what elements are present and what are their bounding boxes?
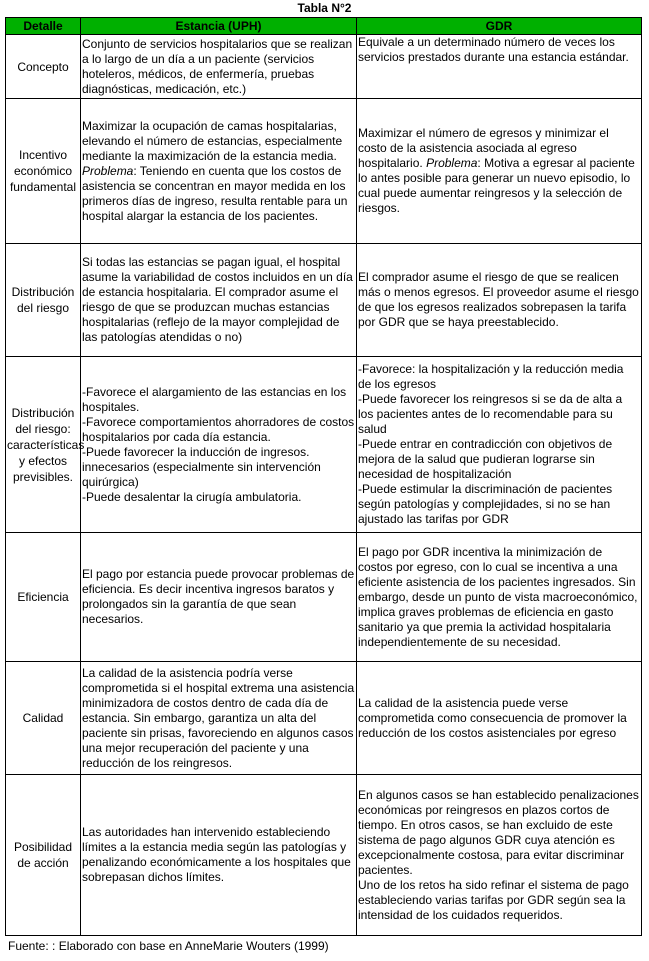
header-row <box>6 18 642 35</box>
table-row <box>6 775 642 936</box>
row-label-distribucion: Distribución del riesgo <box>6 244 81 357</box>
row-label-caracteristicas: Distribución del riesgo: características y efectos previsibles. <box>6 357 81 533</box>
cell-gdr-concepto: Equivale a un determinado número de veces los servicios prestados durante una estancia estándar. <box>357 35 642 99</box>
cell-gdr-caracteristicas: -Favorece: la hospitalización y la reducción media de los egresos -Puede favorecer los reingresos si se da de alta a los pacientes antes de lo recomendable para su salud -Puede entrar en contradicción con objetivos de mejora de la salud que pudieran lograrse sin necesidad de hospitalización -Puede estimular la discriminación de pacientes según patologías y complejidades, si no se han ajustado las tarifas por GDR <box>357 357 642 533</box>
table-title: Tabla N°2 <box>297 1 352 15</box>
row-label-calidad: Calidad <box>6 662 81 775</box>
table-row <box>6 533 642 662</box>
comparison-table <box>5 17 642 936</box>
cell-uph-concepto: Conjunto de servicios hospitalarios que se realizan a lo largo de un día a un paciente (servicios hoteleros, médicos, de enfermería, pruebas diagnósticas, medicación, etc.) <box>81 35 357 99</box>
table-row <box>6 99 642 244</box>
cell-uph-incentivo: Maximizar la ocupación de camas hospitalarias, elevando el número de estancias, especialmente mediante la maximización de la estancia media. Problema: Teniendo en cuenta que los costos de asistencia se concentran en mayor medida en los primeros días de ingreso, resulta rentable para un hospital alargar la estancia de los pacientes. <box>81 99 357 244</box>
table-row <box>6 244 642 357</box>
row-label-concepto: Concepto <box>6 35 81 99</box>
table-row <box>6 662 642 775</box>
cell-uph-calidad: La calidad de la asistencia podría verse comprometida si el hospital extrema una asistencia minimizadora de costos dentro de cada día de estancia. Sin embargo, garantiza un alta del paciente sin prisas, favoreciendo en algunos casos una mejor recuperación del paciente y una reducción de los reingresos. <box>81 662 357 775</box>
cell-gdr-eficiencia: El pago por GDR incentiva la minimización de costos por egreso, con lo cual se incentiva a una eficiente asistencia de los pacientes ingresados. Sin embargo, desde un punto de vista macroeconómico, implica graves problemas de eficiencia en gasto sanitario ya que premia la actividad hospitalaria independientemente de su necesidad. <box>357 533 642 662</box>
cell-gdr-posibilidad: En algunos casos se han establecido penalizaciones económicas por reingresos en plazos cortos de tiempo. En otros casos, se han excluido de este sistema de pago algunos GDR cuya atención es excepcionalmente costosa, para evitar discriminar pacientes. Uno de los retos ha sido refinar el sistema de pago estableciendo varias tarifas por GDR según sea la intensidad de los cuidados requeridos. <box>357 775 642 936</box>
cell-gdr-incentivo: Maximizar el número de egresos y minimizar el costo de la asistencia asociada al egreso hospitalario. Problema: Motiva a egresar al paciente lo antes posible para generar un nuevo episodio, lo cual puede aumentar reingresos y la selección de riesgos. <box>357 99 642 244</box>
row-label-posibilidad: Posibilidad de acción <box>6 775 81 936</box>
header-gdr: GDR <box>357 18 642 35</box>
cell-gdr-calidad: La calidad de la asistencia puede verse comprometida como consecuencia de promover la reducción de los costos asistenciales por egreso <box>357 662 642 775</box>
header-estancia: Estancia (UPH) <box>81 18 357 35</box>
row-label-eficiencia: Eficiencia <box>6 533 81 662</box>
cell-uph-distribucion: Si todas las estancias se pagan igual, el hospital asume la variabilidad de costos incluidos en un día de estancia hospitalaria. El comprador asume el riesgo de que se produzcan muchas estancias hospitalarias (reflejo de la mayor complejidad de las patologías atendidas o no) <box>81 244 357 357</box>
table-row <box>6 357 642 533</box>
header-detalle: Detalle <box>6 18 81 35</box>
cell-gdr-distribucion: El comprador asume el riesgo de que se realicen más o menos egresos. El proveedor asume el riesgo de que los egresos realizados sobrepasen la tarifa por GDR que se haya preestablecido. <box>357 244 642 357</box>
cell-uph-posibilidad: Las autoridades han intervenido estableciendo límites a la estancia media según las patologías y penalizando económicamente a los hospitales que sobrepasan dichos límites. <box>81 775 357 936</box>
table-row <box>6 35 642 99</box>
row-label-incentivo: Incentivo económico fundamental <box>6 99 81 244</box>
source-note: Fuente: : Elaborado con base en AnneMarie Wouters (1999) <box>8 939 329 953</box>
cell-uph-caracteristicas: -Favorece el alargamiento de las estancias en los hospitales. -Favorece comportamientos ahorradores de costos hospitalarios por cada día estancia. -Puede favorecer la inducción de ingresos. innecesarios (especialmente sin intervención quirúrgica) -Puede desalentar la cirugía ambulatoria. <box>81 357 357 533</box>
cell-uph-eficiencia: El pago por estancia puede provocar problemas de eficiencia. Es decir incentiva ingresos baratos y prolongados sin la garantía de que sean necesarios. <box>81 533 357 662</box>
